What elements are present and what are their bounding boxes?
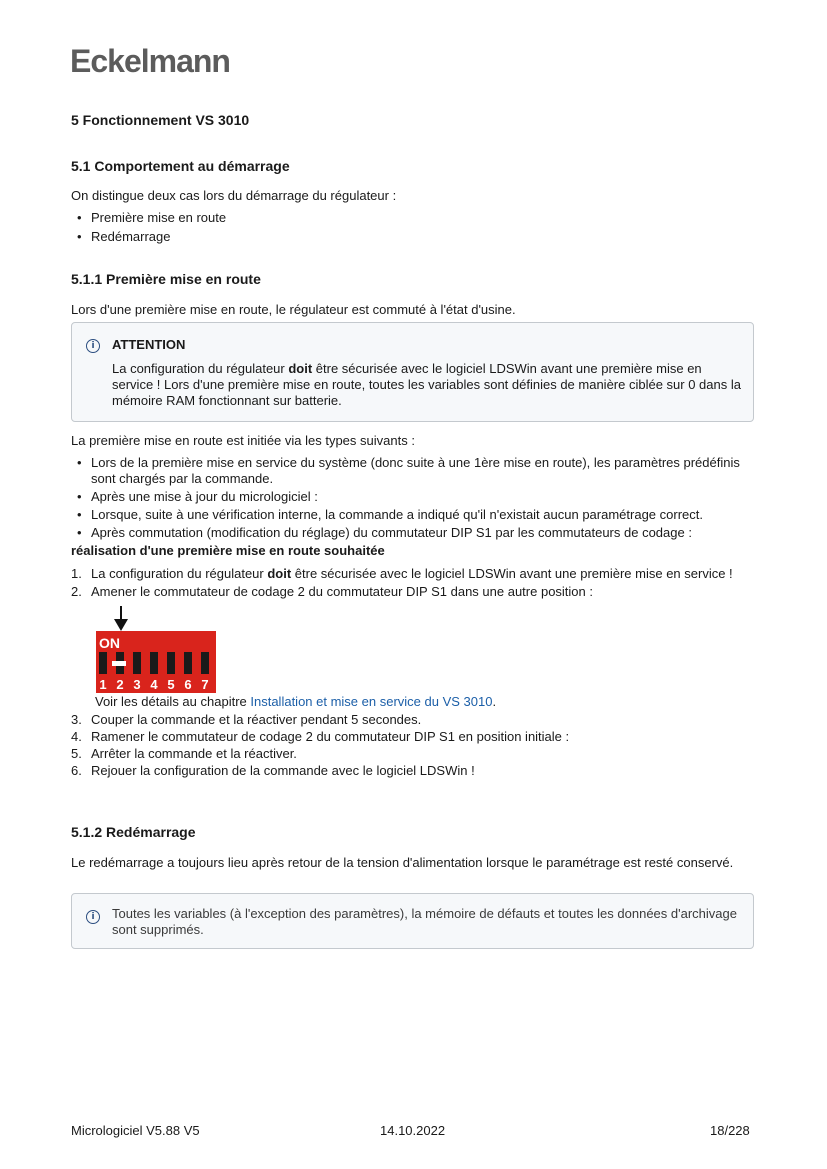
procedure-steps	[71, 566, 754, 779]
attention-box	[71, 322, 754, 422]
dip-switch-slot	[99, 652, 107, 674]
heading-5-1-2: 5.1.2 Redémarrage	[71, 824, 196, 840]
list-item	[71, 584, 754, 710]
dip-switch-slot	[184, 652, 192, 674]
paragraph-5-1-2-intro: Le redémarrage a toujours lieu après retour de la tension d'alimentation lorsque le paramétrage est resté conservé.	[71, 855, 734, 870]
info-icon: i	[86, 339, 100, 353]
note-text: Toutes les variables (à l'exception des paramètres), la mémoire de défauts et toutes les données d'archivage sont supprimés.	[112, 906, 737, 937]
info-icon: i	[86, 910, 100, 924]
paragraph-5-1-1-intro: Lors d'une première mise en route, le régulateur est commuté à l'état d'usine.	[71, 302, 516, 317]
dip-switch-number: 2	[116, 677, 124, 692]
dip-switch-slot	[150, 652, 158, 674]
heading-5-1-1: 5.1.1 Première mise en route	[71, 271, 261, 287]
step-text: La configuration du régulateur	[91, 566, 268, 581]
dip-on-label: ON	[99, 635, 120, 651]
attention-text-bold: doit	[288, 361, 313, 376]
eckelmann-logo: Eckelmann	[70, 43, 230, 79]
dip-switch-number: 6	[184, 677, 192, 692]
heading-5-1: 5.1 Comportement au démarrage	[71, 158, 290, 174]
procedure-title: réalisation d'une première mise en route souhaitée	[71, 543, 385, 558]
step-text: Rejouer la configuration de la commande avec le logiciel LDSWin !	[91, 763, 475, 778]
list-item	[71, 712, 754, 728]
list-item: • Lors de la première mise en service du système (donc suite à une 1ère mise en route), les paramètres prédéfinis sont chargés par la commande.	[71, 455, 761, 487]
details-text: .	[492, 694, 497, 709]
attention-text-part: être sécurisée avec le logiciel LDSWin avant une première mise en service ! Lors d'une première mise en route, toutes les variables sont définies de manière ciblée sur 0 dans la mémoire RAM fonctionnant sur batterie.	[112, 361, 741, 408]
list-item	[71, 566, 754, 582]
step-text-bold: doit	[267, 566, 292, 581]
triggers-list	[71, 455, 761, 541]
step-text: être sécurisée avec le logiciel LDSWin avant une première mise en service !	[291, 566, 733, 581]
section-title: 5 Fonctionnement VS 3010	[71, 112, 250, 128]
list-item: • Après une mise à jour du micrologiciel :	[71, 489, 761, 505]
dip-switch-slot	[133, 652, 141, 674]
arrow-head	[114, 619, 128, 631]
installation-chapter-link[interactable]: Installation et mise en service du VS 3010	[250, 694, 493, 709]
paragraph-triggers-intro: La première mise en route est initiée via les types suivants :	[71, 433, 415, 448]
attention-text	[112, 361, 744, 409]
startup-cases-list	[71, 210, 754, 245]
footer-date: 14.10.2022	[380, 1123, 446, 1138]
step-number: 6.	[71, 763, 82, 778]
paragraph-5-1-intro: On distingue deux cas lors du démarrage du régulateur :	[71, 188, 397, 203]
list-item: • Redémarrage	[71, 229, 754, 245]
dip-switch-number: 3	[133, 677, 141, 692]
dip-switch-slot	[201, 652, 209, 674]
step-number: 5.	[71, 746, 82, 761]
step-number: 2.	[71, 584, 82, 599]
list-item: • Lorsque, suite à une vérification interne, la commande a indiqué qu'il n'existait aucun paramétrage correct.	[71, 507, 761, 523]
list-item	[71, 763, 754, 779]
note-box	[71, 893, 754, 949]
details-text: Voir les détails au chapitre	[95, 694, 251, 709]
dip-switch-knob	[112, 661, 126, 666]
step-text: Amener le commutateur de codage 2 du commutateur DIP S1 dans une autre position :	[91, 584, 593, 599]
attention-title: ATTENTION	[112, 337, 186, 352]
step-text: Couper la commande et la réactiver pendant 5 secondes.	[91, 712, 422, 727]
dip-switch-figure	[91, 600, 754, 694]
step-number: 1.	[71, 566, 82, 581]
dip-switch-number: 7	[201, 677, 209, 692]
footer-page-number: 18/228	[710, 1123, 750, 1138]
step-number: 3.	[71, 712, 82, 727]
list-item: • Première mise en route	[71, 210, 754, 226]
dip-switch-slot	[167, 652, 175, 674]
list-item	[71, 729, 754, 745]
attention-text-part: La configuration du régulateur	[112, 361, 289, 376]
list-item	[71, 746, 754, 762]
list-item: • Après commutation (modification du réglage) du commutateur DIP S1 par les commutateurs de codage :	[71, 525, 761, 541]
dip-switch-number: 5	[167, 677, 175, 692]
step-number: 4.	[71, 729, 82, 744]
step-text: Arrêter la commande et la réactiver.	[91, 746, 297, 761]
dip-switch-number: 1	[99, 677, 107, 692]
step-text: Ramener le commutateur de codage 2 du commutateur DIP S1 en position initiale :	[91, 729, 570, 744]
dip-switch-number: 4	[150, 677, 158, 692]
dip-switch-diagram	[95, 604, 225, 698]
footer-firmware: Micrologiciel V5.88 V5	[71, 1123, 200, 1138]
